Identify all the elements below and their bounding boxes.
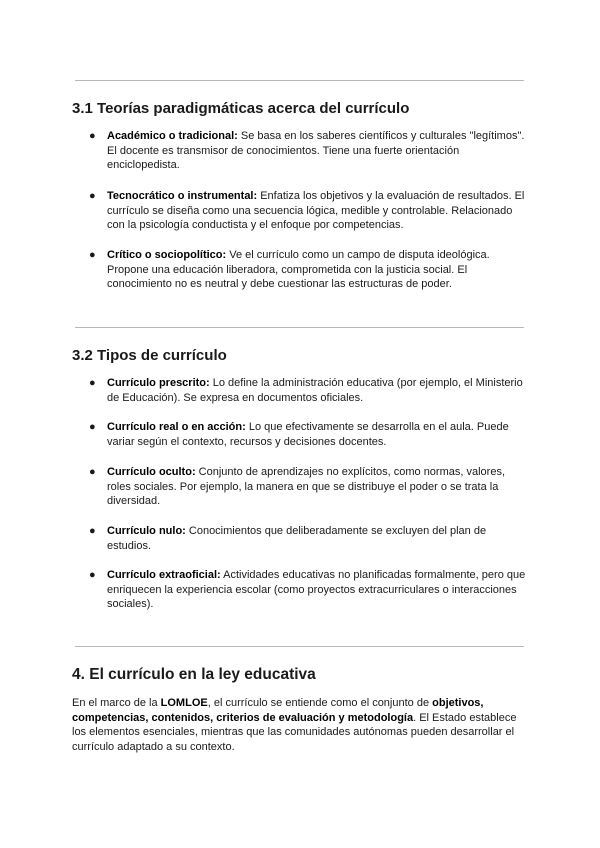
list-item-prescrito bbox=[89, 376, 527, 405]
list-item-text: Conjunto de aprendizajes no explícitos, como normas, valores, roles sociales. Por ejemplo, la manera en que se distribuye el poder o se trata la diversidad. bbox=[107, 466, 505, 508]
list-item-text: Ve el currículo como un campo de disputa ideológica. Propone una educación liberadora, comprometida con la justicia social. El conocimiento no es neutral y debe cuestionar las estructuras de poder. bbox=[107, 249, 490, 291]
list-item-text: Lo define la administración educativa (por ejemplo, el Ministerio de Educación). Se expresa en documentos oficiales. bbox=[107, 377, 523, 404]
list-item-text: Enfatiza los objetivos y la evaluación de resultados. El currículo se diseña como una secuencia lógica, medible y controlable. Relacionado con la psicología conductista y el enfoque por competencias. bbox=[107, 190, 525, 232]
list-item-oculto bbox=[89, 465, 527, 509]
paragraph-text: . El Estado establece los elementos esenciales, mientras que las comunidades autónomas pueden desarrollar el currículo adaptado a su contexto. bbox=[72, 711, 517, 753]
section-divider bbox=[75, 646, 524, 647]
list-item-critico bbox=[89, 248, 527, 292]
list-item-term: Currículo prescrito: bbox=[107, 377, 210, 389]
bullet-icon: ● bbox=[89, 377, 96, 389]
list-item-text: Conocimientos que deliberadamente se excluyen del plan de estudios. bbox=[107, 525, 487, 552]
list-item-term: Currículo real o en acción: bbox=[107, 421, 246, 433]
section-4-heading: 4. El currículo en la ley educativa bbox=[72, 666, 316, 683]
bullet-icon: ● bbox=[89, 249, 96, 261]
list-item-nulo bbox=[89, 524, 527, 553]
list-item-term: Crítico o sociopolítico: bbox=[107, 249, 227, 261]
curriculum-elements: objetivos, competencias, contenidos, criterios de evaluación y metodología bbox=[72, 697, 484, 724]
law-name: LOMLOE bbox=[160, 697, 208, 709]
list-item-term: Académico o tradicional: bbox=[107, 130, 238, 142]
bullet-icon: ● bbox=[89, 569, 96, 581]
list-item-extraoficial bbox=[89, 568, 527, 612]
section-divider bbox=[75, 327, 524, 328]
section-4-paragraph bbox=[72, 696, 527, 754]
section-3-1-heading: 3.1 Teorías paradigmáticas acerca del currículo bbox=[72, 100, 410, 117]
bullet-icon: ● bbox=[89, 421, 96, 433]
list-item-tecnocratico bbox=[89, 189, 527, 233]
list-item-term: Currículo nulo: bbox=[107, 525, 186, 537]
list-item-term: Currículo oculto: bbox=[107, 466, 196, 478]
list-item-real bbox=[89, 420, 527, 449]
bullet-icon: ● bbox=[89, 466, 96, 478]
section-divider bbox=[75, 80, 524, 81]
list-item-text: Se basa en los saberes científicos y culturales "legítimos". El docente es transmisor de conocimientos. Tiene una fuerte orientación enciclopedista. bbox=[107, 130, 525, 172]
list-item-term: Tecnocrático o instrumental: bbox=[107, 190, 258, 202]
paragraph-text: En el marco de la bbox=[72, 697, 161, 709]
section-3-2-heading: 3.2 Tipos de currículo bbox=[72, 347, 227, 364]
list-item-term: Currículo extraoficial: bbox=[107, 569, 221, 581]
bullet-icon: ● bbox=[89, 130, 96, 142]
bullet-icon: ● bbox=[89, 190, 96, 202]
list-item-text: Actividades educativas no planificadas formalmente, pero que enriquecen la experiencia escolar (como proyectos extracurriculares o interacciones sociales). bbox=[107, 569, 526, 611]
list-item-academico bbox=[89, 129, 527, 173]
list-item-text: Lo que efectivamente se desarrolla en el aula. Puede variar según el contexto, recursos y decisiones docentes. bbox=[107, 421, 509, 448]
paragraph-text: , el currículo se entiende como el conjunto de bbox=[207, 697, 433, 709]
bullet-icon: ● bbox=[89, 525, 96, 537]
